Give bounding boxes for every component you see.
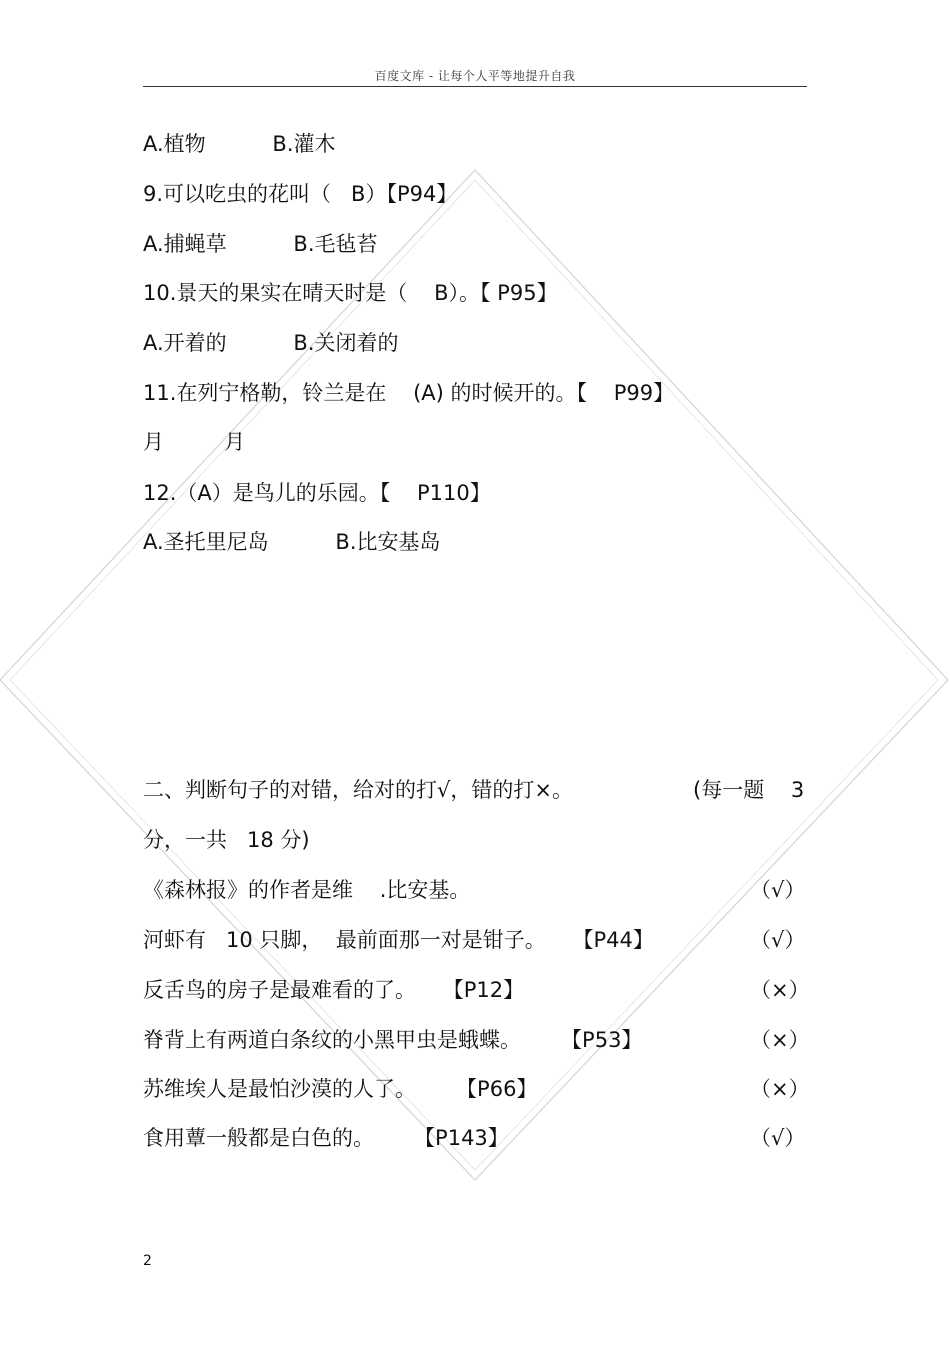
section-heading: 二、判断句子的对错，给对的打√，错的打×。 bbox=[143, 778, 573, 802]
section-heading-continued: 分，一共 18 分) bbox=[143, 828, 310, 852]
judgement-mark-4: （×） bbox=[750, 1028, 810, 1052]
answer-options-q12: A.圣托里尼岛 B.比安基岛 bbox=[143, 530, 441, 554]
judgement-mark-1: （√） bbox=[750, 878, 806, 902]
answer-options-q9: A.捕蝇草 B.毛毡苔 bbox=[143, 232, 378, 256]
statement-6: 食用蕈一般都是白色的。 【P143】 bbox=[143, 1126, 509, 1150]
answer-options-q11: 月 月 bbox=[143, 430, 246, 454]
statement-3: 反舌鸟的房子是最难看的了。 【P12】 bbox=[143, 978, 525, 1002]
header-rule bbox=[143, 86, 807, 87]
statement-1: 《森林报》的作者是维 .比安基。 bbox=[143, 878, 471, 902]
statement-5: 苏维埃人是最怕沙漠的人了。 【P66】 bbox=[143, 1077, 538, 1101]
page-number: 2 bbox=[143, 1253, 152, 1269]
question-9: 9.可以吃虫的花叫（ B）【P94】 bbox=[143, 182, 458, 206]
judgement-mark-5: （×） bbox=[750, 1077, 810, 1101]
statement-2: 河虾有 10 只脚， 最前面那一对是钳子。 【P44】 bbox=[143, 928, 654, 952]
judgement-mark-3: （×） bbox=[750, 978, 810, 1002]
page-header: 百度文库 - 让每个人平等地提升自我 bbox=[374, 69, 576, 83]
question-12: 12.（A）是鸟儿的乐园。【 P110】 bbox=[143, 481, 491, 505]
judgement-mark-6: （√） bbox=[750, 1126, 806, 1150]
judgement-mark-2: （√） bbox=[750, 928, 806, 952]
answer-options-q10: A.开着的 B.关闭着的 bbox=[143, 331, 399, 355]
question-10: 10.景天的果实在晴天时是（ B）。【 P95】 bbox=[143, 281, 558, 305]
answer-options-q8: A.植物 B.灌木 bbox=[143, 132, 336, 156]
question-11: 11.在列宁格勒，铃兰是在 (A) 的时候开的。【 P99】 bbox=[143, 381, 675, 405]
section-scoring-note: (每一题 3 bbox=[693, 778, 805, 802]
statement-4: 脊背上有两道白条纹的小黑甲虫是蛾蝶。 【P53】 bbox=[143, 1028, 643, 1052]
